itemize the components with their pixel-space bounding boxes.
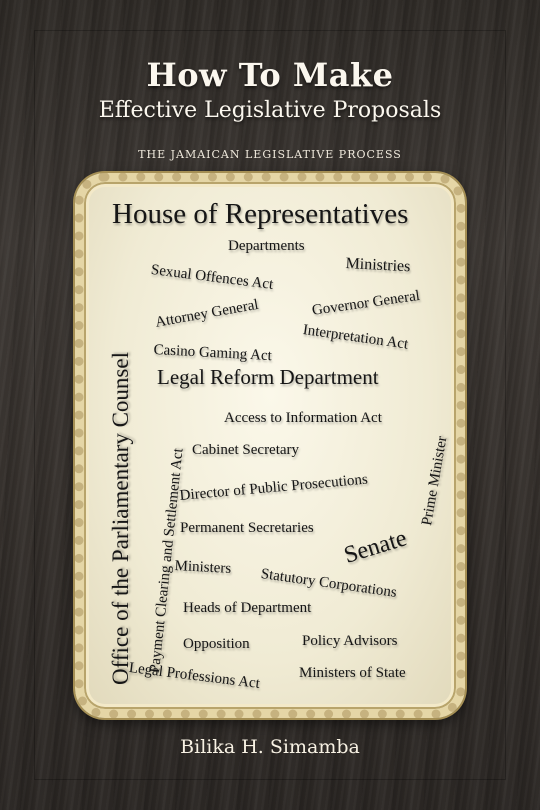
word-access-to-information-act: Access to Information Act — [224, 410, 382, 426]
word-governor-general: Governor General — [311, 287, 421, 319]
word-legal-reform-department: Legal Reform Department — [157, 365, 379, 389]
word-policy-advisors: Policy Advisors — [302, 633, 398, 649]
word-legal-professions-act: Legal Professions Act — [128, 660, 261, 692]
word-prime-minister: Prime Minister — [419, 434, 451, 527]
word-ministries: Ministries — [345, 255, 411, 276]
word-interpretation-act: Interpretation Act — [301, 322, 410, 353]
word-director-public-prosecutions: Director of Public Prosecutions — [179, 471, 369, 504]
word-house-of-representatives: House of Representatives — [112, 198, 409, 230]
word-cabinet-secretary: Cabinet Secretary — [192, 442, 300, 458]
word-ministers-of-state: Ministers of State — [299, 665, 406, 681]
subtitle: THE JAMAICAN LEGISLATIVE PROCESS — [138, 148, 402, 161]
word-sexual-offences-act: Sexual Offences Act — [150, 262, 275, 293]
word-payment-clearing-act: Payment Clearing and Settlement Act — [147, 447, 187, 674]
word-senate: Senate — [341, 525, 410, 569]
word-permanent-secretaries: Permanent Secretaries — [180, 520, 314, 536]
word-opposition: Opposition — [183, 636, 250, 652]
word-office-parliamentary-counsel: Office of the Parliamentary Counsel — [108, 352, 133, 685]
word-departments: Departments — [228, 238, 305, 254]
title-line-1: How To Make — [146, 56, 394, 94]
word-ministers: Ministers — [174, 558, 232, 577]
word-attorney-general: Attorney General — [154, 296, 260, 331]
title-line-2: Effective Legislative Proposals — [98, 98, 442, 123]
word-heads-of-department: Heads of Department — [183, 600, 312, 616]
word-statutory-corporations: Statutory Corporations — [259, 566, 398, 601]
author-name: Bilika H. Simamba — [180, 736, 360, 758]
word-casino-gaming-act: Casino Gaming Act — [153, 342, 273, 365]
